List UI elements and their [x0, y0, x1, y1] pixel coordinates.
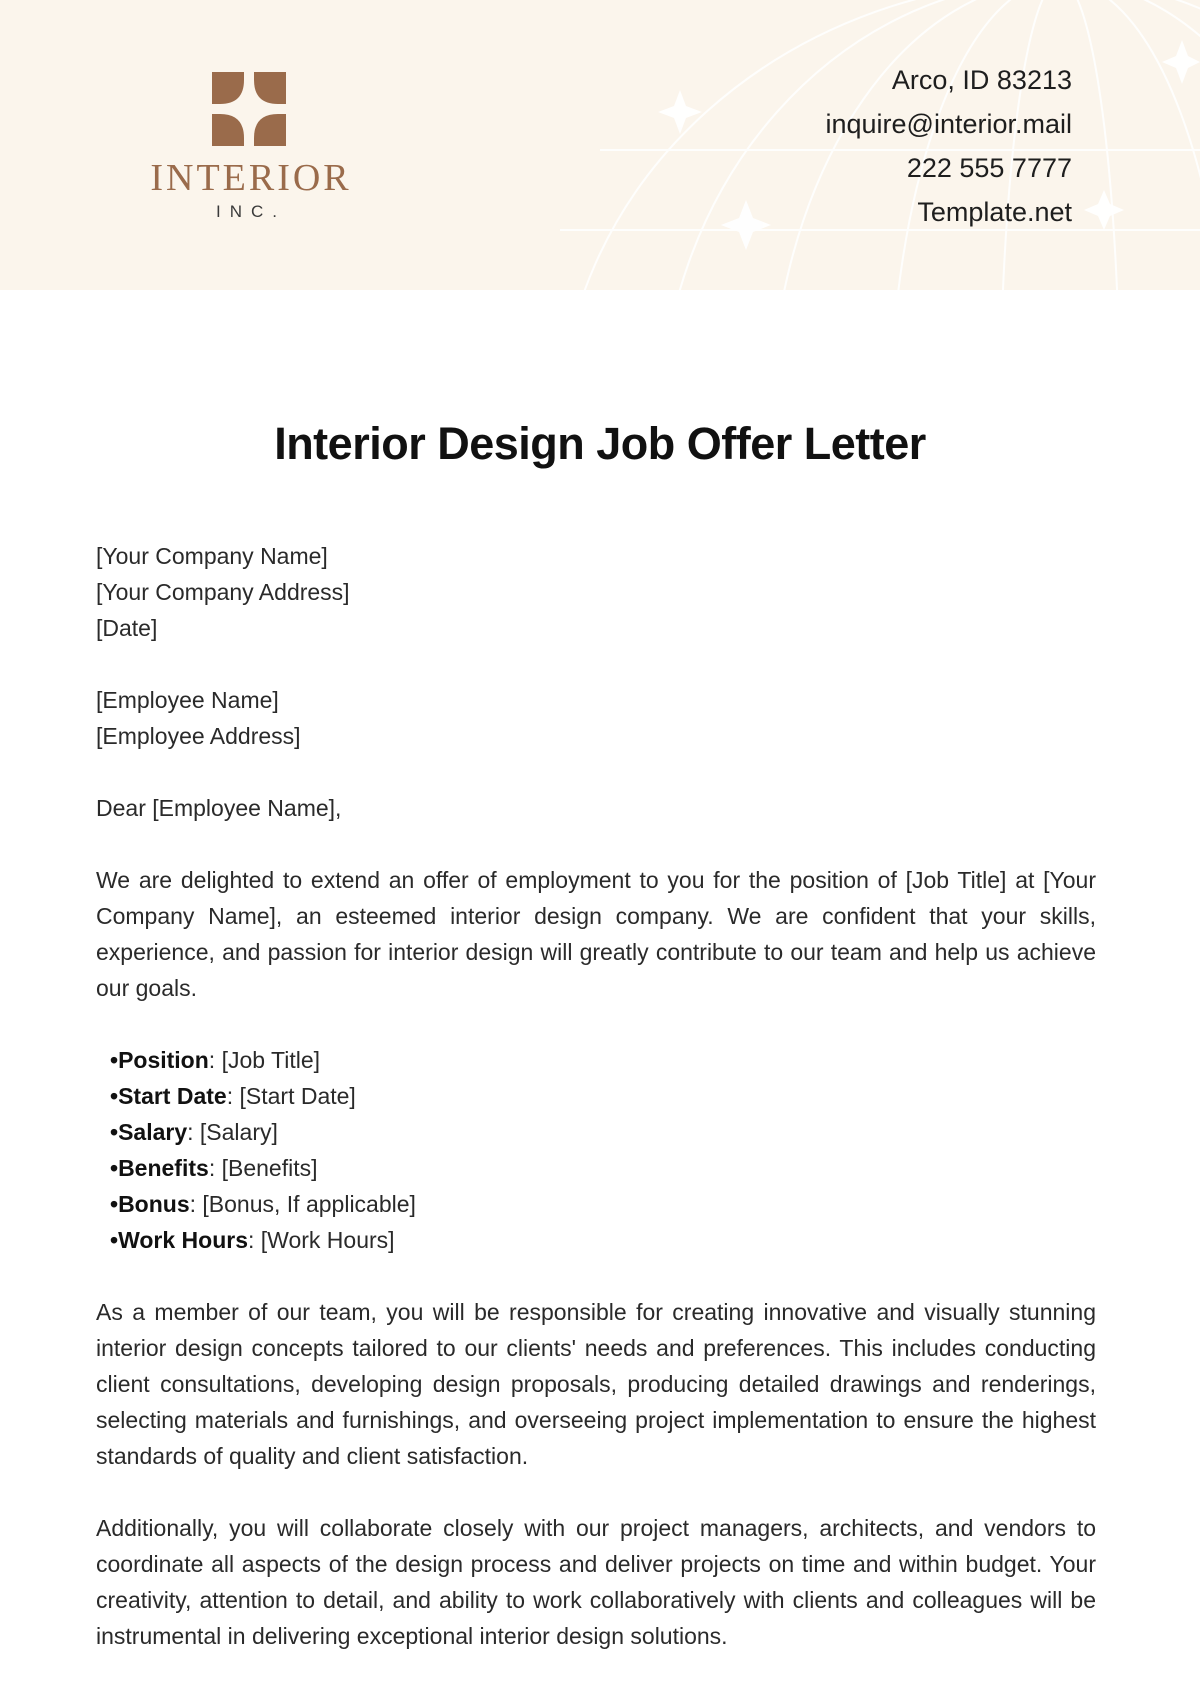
recipient-block: [96, 682, 1096, 754]
detail-label: Salary: [118, 1119, 188, 1145]
sender-company-address: [Your Company Address]: [96, 579, 350, 605]
document-title: Interior Design Job Offer Letter: [274, 418, 926, 469]
list-item: •Bonus: [Bonus, If applicable]: [110, 1191, 416, 1217]
intro-paragraph: We are delighted to extend an offer of employment to you for the position of [Job Title] at [Your Company Name], an esteemed interior design company. We are confident that your skills, experience, and passion for interior design will greatly contribute to our team and help us achieve our goals.: [96, 867, 1096, 1001]
contact-phone: 222 555 7777: [906, 153, 1072, 183]
sender-company-name: [Your Company Name]: [96, 543, 328, 569]
offer-details-list: [96, 1042, 1096, 1258]
collaboration-paragraph: Additionally, you will collaborate closely with our project managers, architects, and vendors to coordinate all aspects of the design process and deliver projects on time and within budget. Your creativity, attention to detail, and ability to work collaboratively with clients and colleagues will be instrumental in delivering exceptional interior design solutions.: [96, 1515, 1096, 1649]
salutation: Dear [Employee Name],: [96, 795, 342, 821]
detail-value: : [Bonus, If applicable]: [189, 1191, 416, 1217]
sparkle-icon: [658, 90, 702, 134]
contact-website[interactable]: Template.net: [917, 197, 1072, 227]
detail-value: : [Job Title]: [208, 1047, 321, 1073]
responsibilities-paragraph: As a member of our team, you will be responsible for creating innovative and visually stunning interior design concepts tailored to our clients' needs and preferences. This includes conducting client consultations, developing design proposals, producing detailed drawings and renderings, selecting materials and furnishings, and overseeing project implementation to ensure the highest standards of quality and client satisfaction.: [96, 1299, 1096, 1469]
list-item: •Benefits: [Benefits]: [110, 1155, 318, 1181]
list-item: •Position: [Job Title]: [110, 1047, 321, 1073]
detail-label: Bonus: [118, 1191, 190, 1217]
sender-block: [96, 538, 1096, 646]
sparkle-icon: [721, 200, 771, 250]
detail-value: : [Work Hours]: [248, 1227, 395, 1253]
sparkle-icon: [1084, 190, 1124, 230]
list-item: •Start Date: [Start Date]: [110, 1083, 356, 1109]
contact-email[interactable]: inquire@interior.mail: [825, 109, 1072, 139]
sparkle-icon: [1162, 40, 1200, 84]
detail-label: Benefits: [118, 1155, 209, 1181]
list-item: •Salary: [Salary]: [110, 1119, 278, 1145]
contact-address: Arco, ID 83213: [891, 65, 1072, 95]
letterhead: [0, 0, 1200, 290]
recipient-address: [Employee Address]: [96, 723, 301, 749]
detail-label: Position: [118, 1047, 209, 1073]
detail-value: : [Start Date]: [226, 1083, 356, 1109]
logo-subtitle: INC.: [216, 202, 286, 221]
letter-body: [96, 538, 1096, 1690]
company-logo: [120, 68, 382, 228]
detail-label: Work Hours: [118, 1227, 248, 1253]
detail-label: Start Date: [118, 1083, 227, 1109]
logo-mark-icon: [210, 70, 288, 148]
list-item: •Work Hours: [Work Hours]: [110, 1227, 395, 1253]
detail-value: : [Benefits]: [208, 1155, 318, 1181]
letter-date: [Date]: [96, 615, 158, 641]
contact-info: [825, 58, 1072, 234]
recipient-name: [Employee Name]: [96, 687, 279, 713]
logo-wordmark: INTERIOR: [150, 157, 352, 199]
detail-value: : [Salary]: [187, 1119, 278, 1145]
